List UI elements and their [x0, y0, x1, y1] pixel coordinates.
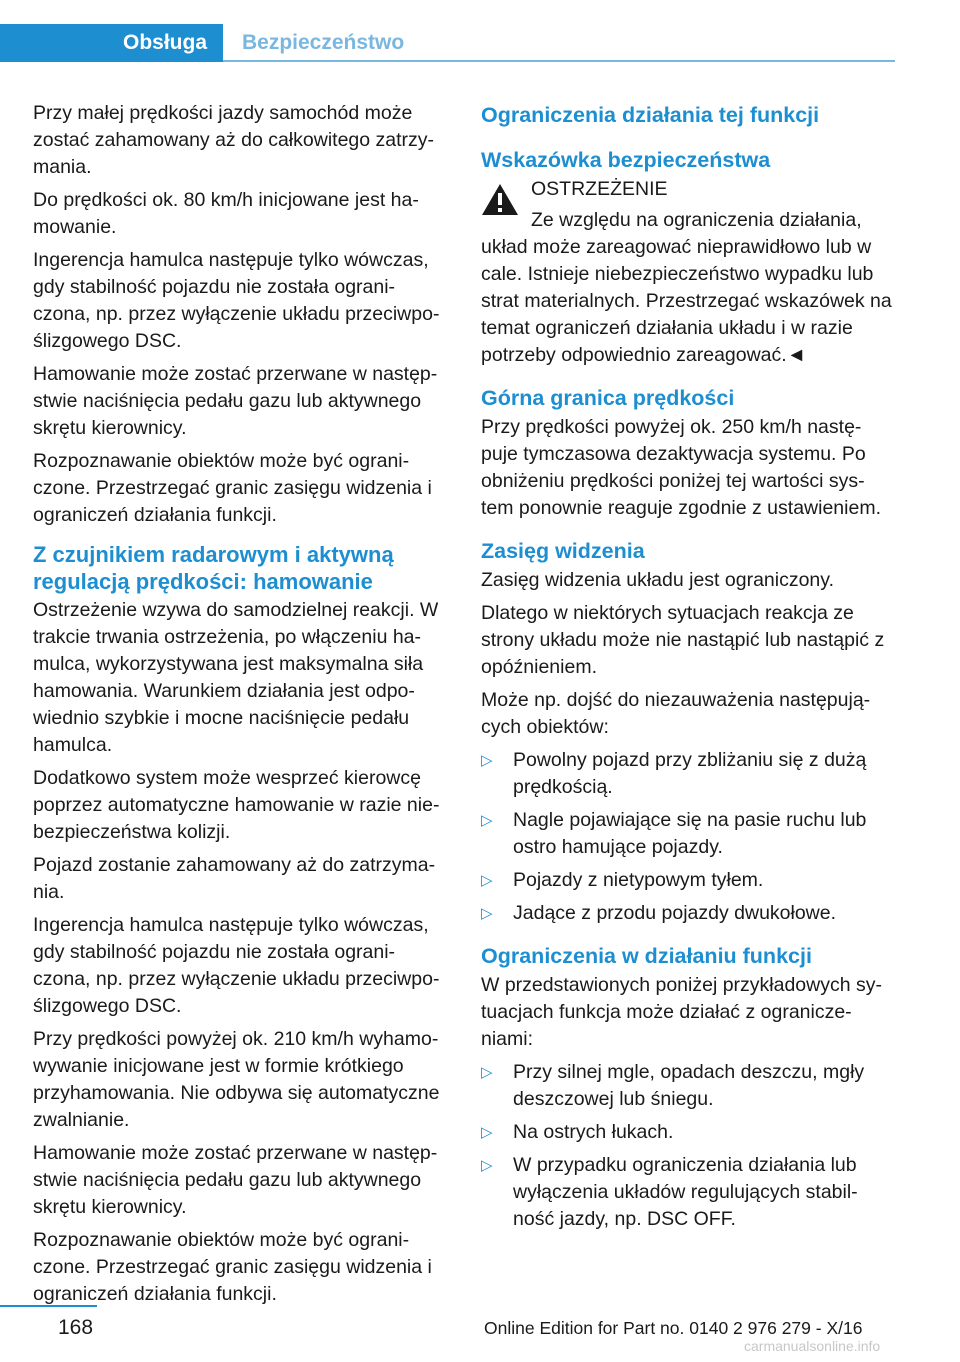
list-item-text: Pojazdy z nietypowym tyłem.: [513, 869, 764, 891]
list-item-text: Jadące z przodu pojazdy dwukołowe.: [513, 902, 837, 924]
triangle-bullet-icon: ▷: [481, 1124, 493, 1141]
triangle-bullet-icon: ▷: [481, 812, 493, 829]
triangle-bullet-icon: ▷: [481, 1064, 493, 1081]
paragraph: W przedstawionych poniżej przykładowych sy‐tuacjach funkcja może działać z ogranicze‐niami:: [481, 974, 882, 1050]
section-heading-radar: Z czujnikiem radarowym i aktywną regulacją prędkości: hamowanie: [33, 542, 394, 594]
warning-triangle-icon: [481, 182, 519, 216]
paragraph: Ostrzeżenie wzywa do samodzielnej reakcji. W trakcie trwania ostrzeżenia, po włączeniu ha‐mulca, wykorzystywana jest maksymalna siła hamowania. Warunkiem działania jest odpo‐wiednio szybkie i mocne naciśnięcie pedału hamulca.: [33, 599, 439, 756]
paragraph: Dodatkowo system może wesprzeć kierowcę poprzez automatyczne hamowanie w razie nie‐bezpieczeństwa kolizji.: [33, 767, 440, 843]
header-tabs: [0, 24, 895, 62]
paragraph: Pojazd zostanie zahamowany aż do zatrzyma‐nia.: [33, 854, 436, 903]
footer-rule: [0, 1305, 97, 1307]
list-item: [481, 867, 895, 894]
paragraph: Przy małej prędkości jazdy samochód może zostać zahamowany aż do całkowitego zatrzy‐mania.: [33, 102, 435, 178]
paragraph: Dlatego w niektórych sytuacjach reakcja ze strony układu może nie nastąpić lub nastąpić z opóźnieniem.: [481, 602, 885, 678]
paragraph: Do prędkości ok. 80 km/h inicjowane jest ha‐mowanie.: [33, 189, 419, 238]
paragraph: Może np. dojść do niezauważenia następują‐cych obiektów:: [481, 689, 871, 738]
header-rule: [223, 60, 895, 62]
paragraph: Przy prędkości powyżej ok. 210 km/h wyhamo‐wywanie inicjowane jest w formie krótkiego przyhamowania. Nie odbywa się automatyczne zwalnianie.: [33, 1028, 440, 1131]
paragraph: Hamowanie może zostać przerwane w następ‐stwie naciśnięcia pedału gazu lub aktywnego skrętu kierownicy.: [33, 363, 438, 439]
page-number: 168: [58, 1316, 94, 1339]
section-heading-limits: Ograniczenia działania tej funkcji: [481, 103, 820, 127]
list-item: [481, 807, 895, 861]
list-item-text: W przypadku ograniczenia działania lub wyłączenia układów regulujących stabil‐ność jazdy, np. DSC OFF.: [513, 1154, 858, 1230]
limits-list: [481, 1059, 895, 1233]
tab-obsluga[interactable]: Obsługa: [0, 24, 223, 62]
warning-block: [481, 176, 895, 203]
list-item-text: Na ostrych łukach.: [513, 1121, 674, 1143]
tab-bezpieczenstwo[interactable]: Bezpieczeństwo: [242, 31, 405, 54]
watermark: carmanualsonline.info: [744, 1338, 881, 1354]
list-item-text: Powolny pojazd przy zbliżaniu się z dużą prędkością.: [513, 749, 867, 798]
triangle-bullet-icon: ▷: [481, 872, 493, 889]
triangle-bullet-icon: ▷: [481, 752, 493, 769]
paragraph: Przy prędkości powyżej ok. 250 km/h nastę‐puje tymczasowa dezaktywacja systemu. Po obniżeniu prędkości poniżej tej wartości sys‐tem ponownie reaguje zgodnie z ustawieniem.: [481, 416, 881, 519]
list-item-text: Przy silnej mgle, opadach deszczu, mgły deszczowej lub śniegu.: [513, 1061, 865, 1110]
list-item: [481, 1059, 895, 1113]
triangle-bullet-icon: ▷: [481, 1157, 493, 1174]
range-list: [481, 747, 895, 927]
section-heading-range: Zasięg widzenia: [481, 539, 645, 563]
list-item-text: Nagle pojawiające się na pasie ruchu lub ostro hamujące pojazdy.: [513, 809, 867, 858]
warning-title: OSTRZEŻENIE: [531, 178, 668, 200]
paragraph: Rozpoznawanie obiektów może być ograni‐czone. Przestrzegać granic zasięgu widzenia i ograniczeń działania funkcji.: [33, 1229, 432, 1305]
right-column: [481, 100, 895, 1239]
list-item: [481, 747, 895, 801]
triangle-bullet-icon: ▷: [481, 905, 493, 922]
section-heading-safety: Wskazówka bezpieczeństwa: [481, 148, 771, 172]
paragraph: Ingerencja hamulca następuje tylko wówczas, gdy stabilność pojazdu nie została ograni‐czona, np. przez wyłączenie układu przeciwpo‐ślizgowego DSC.: [33, 914, 440, 1017]
paragraph: Ingerencja hamulca następuje tylko wówczas, gdy stabilność pojazdu nie została ograni‐czona, np. przez wyłączenie układu przeciwpo‐ślizgowego DSC.: [33, 249, 440, 352]
paragraph: Hamowanie może zostać przerwane w następ‐stwie naciśnięcia pedału gazu lub aktywnego skrętu kierownicy.: [33, 1142, 438, 1218]
warning-text: [481, 207, 895, 369]
list-item: [481, 1152, 895, 1233]
edition-text: Online Edition for Part no. 0140 2 976 279 - X/16: [484, 1318, 863, 1338]
paragraph: Zasięg widzenia układu jest ograniczony.: [481, 569, 834, 591]
paragraph: Rozpoznawanie obiektów może być ograni‐czone. Przestrzegać granic zasięgu widzenia i ograniczeń działania funkcji.: [33, 450, 432, 526]
warning-text-content: Ze względu na ograniczenia działania, układ może zareagować nieprawidłowo lub w cale. Istnieje niebezpieczeństwo wypadku lub strat materialnych. Przestrzegać wskazówek na temat ograniczeń działania układu i w razie potrzeby odpowiednio zareagować.◄: [481, 209, 892, 366]
list-item: [481, 1119, 895, 1146]
section-heading-function-limits: Ograniczenia w działaniu funkcji: [481, 944, 812, 968]
left-column: [33, 100, 449, 1314]
section-heading-speed: Górna granica prędkości: [481, 386, 735, 410]
list-item: [481, 900, 895, 927]
